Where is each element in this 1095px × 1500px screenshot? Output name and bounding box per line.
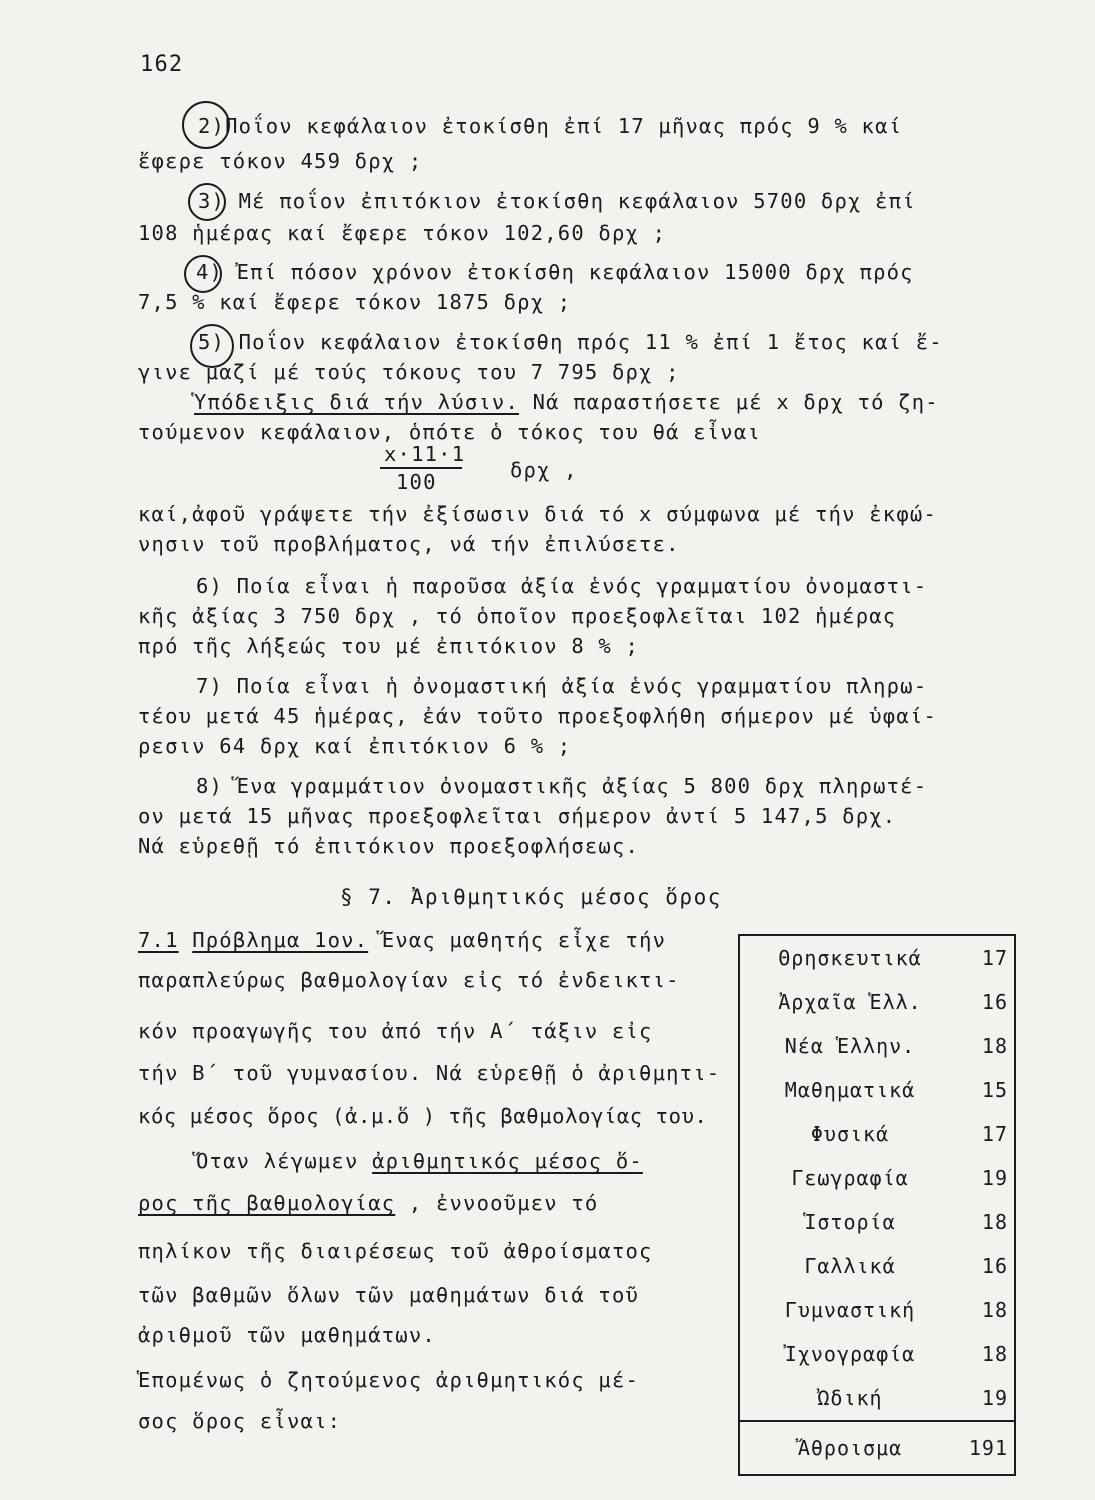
explanation-line-4: τῶν βαθμῶν ὅλων τῶν μαθημάτων διά τοῦ (138, 1283, 640, 1307)
total-value: 191 (960, 1421, 1015, 1475)
subject-cell: Θρησκευτικά (778, 946, 922, 970)
table-row (739, 980, 1015, 1024)
grade-cell: 18 (981, 1034, 1008, 1058)
problem-8-line-1: 8) Ἕνα γραμμάτιον ὀνομαστικῆς ἀξίας 5 800 δρχ πληρωτέ- (196, 774, 928, 798)
problem-4-line-2: 7,5 % καί ἔφερε τόκον 1875 δρχ ; (138, 290, 572, 314)
page-number: 162 (140, 52, 184, 77)
hint-line-1 (194, 389, 939, 415)
explanation-line-7: σος ὅρος εἶναι: (138, 1409, 342, 1433)
grade-cell: 16 (981, 990, 1008, 1014)
problem-6-line-2: κῆς ἀξίας 3 750 δρχ , τό ὁποῖον προεξοφλεῖται 102 ἡμέρας (138, 604, 897, 628)
explanation-line-6: Ἑπομένως ὁ ζητούμενος ἀριθμητικός μέ- (138, 1368, 640, 1392)
explanation-line-2-rest: , ἐννοοῦμεν τό (408, 1191, 599, 1215)
hint-line-3: καί,ἀφοῦ γράψετε τήν ἐξίσωσιν διά τό x σύμφωνα μέ τήν ἐκφώ- (138, 502, 937, 526)
fraction-denominator: 100 (396, 470, 437, 494)
term-of-grading: ρος τῆς βαθμολογίας (138, 1191, 396, 1215)
problem-7-1-label: Πρόβλημα 1ον. (192, 928, 369, 952)
total-row (739, 1421, 1015, 1475)
grades-table (738, 934, 1016, 1476)
explanation-line-3: πηλίκον τῆς διαιρέσεως τοῦ ἀθροίσματος (138, 1239, 653, 1263)
problem-2-line-1: 2)Ποΐον κεφάλαιον ἐτοκίσθη ἐπί 17 μῆνας πρός 9 % καί (198, 114, 903, 138)
subject-cell: Ἰχνογραφία (784, 1342, 916, 1366)
problem-7-1-line-3: κόν προαγωγῆς του ἀπό τήν Α΄ τάξιν εἰς (138, 1019, 653, 1043)
table-row (739, 935, 1015, 980)
grade-cell: 17 (981, 946, 1008, 970)
total-label: Ἄθροισμα (739, 1421, 960, 1475)
problem-7-line-1: 7) Ποία εἶναι ἡ ὀνομαστική ἀξία ἑνός γραμματίου πληρω- (196, 674, 928, 698)
table-row (739, 1068, 1015, 1112)
hint-line-2: τούμενον κεφάλαιον, ὁπότε ὁ τόκος του θά εἶναι (138, 420, 761, 444)
problem-2-line-2: ἔφερε τόκον 459 δρχ ; (138, 149, 423, 173)
problem-6-line-3: πρό τῆς λήξεώς του μέ ἐπιτόκιον 8 % ; (138, 634, 640, 658)
problem-7-1-line-1-rest: Ἕνας μαθητής εἶχε τήν (381, 928, 667, 952)
explanation-line-5: ἀριθμοῦ τῶν μαθημάτων. (138, 1323, 436, 1347)
fraction-unit: δρχ , (510, 458, 578, 482)
problem-7-1-line-5: κός μέσος ὅρος (ἀ.μ.ὅ ) τῆς βαθμολογίας του. (138, 1104, 708, 1128)
problem-4-line-1: 4) Ἐπί πόσον χρόνον ἐτοκίσθη κεφάλαιον 15000 δρχ πρός (196, 260, 914, 284)
problem-8-line-3: Νά εὑρεθῇ τό ἐπιτόκιον προεξοφλήσεως. (138, 834, 640, 858)
subject-cell: Νέα Ἑλλην. (784, 1034, 916, 1058)
table-row (739, 1024, 1015, 1068)
subject-cell: Γεωγραφία (791, 1166, 909, 1190)
subject-cell: Ἱστορία (804, 1210, 896, 1234)
table-row (739, 1288, 1015, 1332)
explanation-line-2 (138, 1190, 598, 1216)
subject-cell: Φυσικά (810, 1122, 890, 1146)
problem-3-line-2: 108 ἡμέρας καί ἔφερε τόκον 102,60 δρχ ; (138, 221, 667, 245)
hint-line-4: νησιν τοῦ προβλήματος, νά τήν ἐπιλύσετε. (138, 532, 680, 556)
problem-8-line-2: ον μετά 15 μῆνας προεξοφλεῖται σήμερον ἀντί 5 147,5 δρχ. (138, 804, 897, 828)
section-heading: § 7. Ἀριθμητικός μέσος ὅρος (340, 885, 722, 909)
problem-5-line-2: γινε μαζί μέ τούς τόκους του 7 795 δρχ ; (138, 360, 680, 384)
table-row (739, 1332, 1015, 1376)
fraction-numerator: x·11·1 (384, 442, 466, 466)
subject-cell: Γαλλικά (804, 1254, 896, 1278)
problem-7-1-line-4: τήν Β΄ τοῦ γυμνασίου. Νά εὑρεθῇ ὁ ἀριθμητι- (138, 1061, 721, 1085)
problem-5-line-1: 5) Ποΐον κεφάλαιον ἐτοκίσθη πρός 11 % ἐπί 1 ἔτος καί ἔ- (198, 330, 943, 354)
problem-7-1-line-2: παραπλεύρως βαθμολογίαν εἰς τό ἐνδεικτι- (138, 968, 680, 992)
problem-7-line-2: τέου μετά 45 ἡμέρας, ἐάν τοῦτο προεξοφλήθη σήμερον μέ ὑφαί- (138, 704, 937, 728)
problem-7-line-3: ρεσιν 64 δρχ καί ἐπιτόκιον 6 % ; (138, 734, 572, 758)
subject-cell: Μαθηματικά (784, 1078, 916, 1102)
table-row (739, 1156, 1015, 1200)
explanation-line-1-pre: Ὅταν λέγωμεν (196, 1149, 359, 1173)
grade-cell: 19 (981, 1386, 1008, 1410)
grade-cell: 18 (981, 1210, 1008, 1234)
subject-cell: Ἀρχαῖα Ἑλλ. (778, 990, 922, 1014)
explanation-line-1 (196, 1148, 643, 1174)
grade-cell: 18 (981, 1342, 1008, 1366)
grade-cell: 16 (981, 1254, 1008, 1278)
table-row (739, 1112, 1015, 1156)
problem-7-1-number: 7.1 (138, 928, 179, 952)
subject-cell: Ὠδική (817, 1386, 883, 1410)
problem-6-line-1: 6) Ποία εἶναι ἡ παροῦσα ἀξία ἑνός γραμματίου ὀνομαστι- (196, 574, 928, 598)
subject-cell: Γυμναστική (784, 1298, 916, 1322)
term-arithmetic-mean: ἀριθμητικός μέσος ὅ- (372, 1149, 643, 1173)
grade-cell: 17 (981, 1122, 1008, 1146)
table-row (739, 1376, 1015, 1421)
problem-3-line-1: 3) Μέ ποΐον ἐπιτόκιον ἐτοκίσθη κεφάλαιον 5700 δρχ ἐπί (198, 189, 916, 213)
grade-cell: 19 (981, 1166, 1008, 1190)
table-row (739, 1244, 1015, 1288)
hint-line-1-rest: Νά παραστήσετε μέ x δρχ τό ζη- (532, 390, 939, 414)
hint-label: Ὑπόδειξις διά τήν λύσιν. (194, 390, 520, 414)
grade-cell: 15 (981, 1078, 1008, 1102)
grade-cell: 18 (981, 1298, 1008, 1322)
table-row (739, 1200, 1015, 1244)
problem-7-1-line-1 (138, 927, 666, 953)
